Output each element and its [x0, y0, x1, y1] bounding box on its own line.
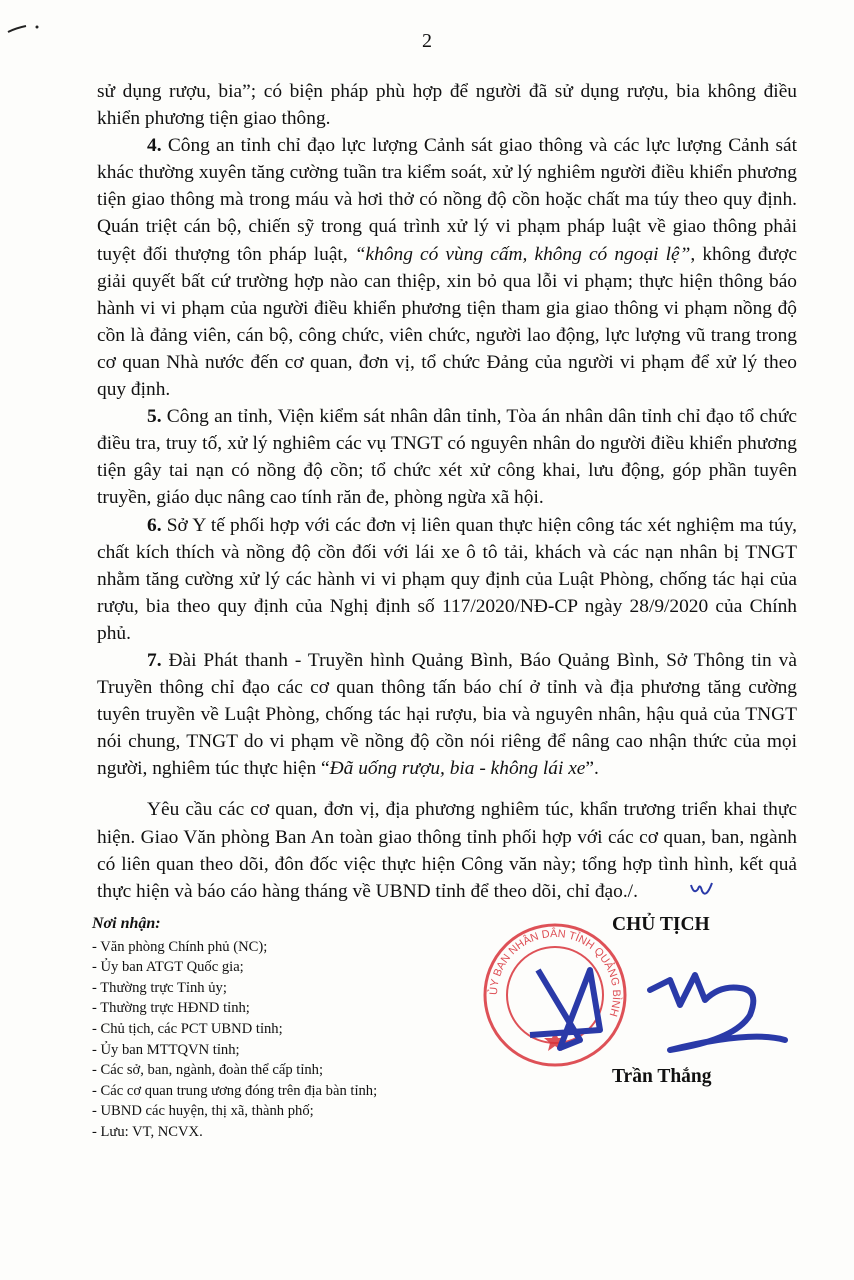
recipient-item: - UBND các huyện, thị xã, thành phố;: [92, 1103, 314, 1120]
recipient-item: - Ủy ban ATGT Quốc gia;: [92, 959, 244, 976]
paragraph-7-text-a: Đài Phát thanh - Truyền hình Quảng Bình, Báo Quảng Bình, Sở Thông tin và Truyền thông chỉ đạo các cơ quan thông tấn báo chí ở tỉnh và địa phương tăng cường tuyên truyền về Luật Phòng, chống tác hại rượu, bia và nguyên nhân, hậu quả của TNGT nói chung, TNGT do vi phạm về nồng độ cồn nói riêng để nâng cao nhận thức của mọi người, nghiêm túc thực hiện “: [97, 649, 797, 780]
paragraph-6: [97, 512, 797, 647]
recipient-item: - Các cơ quan trung ương đóng trên địa bàn tỉnh;: [92, 1082, 378, 1099]
paragraph-6-text: Sở Y tế phối hợp với các đơn vị liên quan thực hiện công tác xét nghiệm ma túy, chất kích thích và nồng độ cồn đối với lái xe ô tô tải, khách và các nạn nhân bị TNGT nhằm tăng cường xử lý các hành vi vi phạm quy định của Luật Phòng, chống tác hại của rượu, bia theo quy định của Nghị định số 117/2020/NĐ-CP ngày 28/9/2020 của Chính phủ.: [97, 514, 797, 644]
recipient-item: - Thường trực Tỉnh ủy;: [92, 979, 227, 996]
document-body: [97, 78, 797, 905]
recipient-item: - Chủ tịch, các PCT UBND tỉnh;: [92, 1020, 283, 1037]
signatory-name: Trần Thắng: [612, 1066, 712, 1087]
paragraph-7-number: 7.: [147, 649, 162, 671]
recipients-list: [92, 937, 512, 1143]
paragraph-7-text-b: ”.: [585, 758, 599, 780]
paragraph-5-text: Công an tỉnh, Viện kiểm sát nhân dân tỉnh, Tòa án nhân dân tỉnh chỉ đạo tổ chức điều tra, truy tố, xử lý nghiêm các vụ TNGT có nguyên nhân do người điều khiển phương tiện gây tai nạn có nồng độ cồn; tổ chức xét xử công khai, lưu động, góp phần tuyên truyền, giáo dục nâng cao tính răn đe, phòng ngừa xã hội.: [97, 406, 797, 509]
closing-text: Yêu cầu các cơ quan, đơn vị, địa phương nghiêm túc, khẩn trương triển khai thực hiện. Giao Văn phòng Ban An toàn giao thông tỉnh phối hợp với các cơ quan, ban, ngành có liên quan theo dõi, đôn đốc việc thực hiện Công văn này; tổng hợp tình hình, kết quả thực hiện và báo cáo hàng tháng về UBND tỉnh để theo dõi, chỉ đạo./.: [97, 799, 797, 902]
paragraph-7: [97, 647, 797, 782]
recipient-item: - Các sở, ban, ngành, đoàn thể cấp tỉnh;: [92, 1062, 324, 1079]
paragraph-5: [97, 403, 797, 511]
page-number: 2: [422, 30, 432, 52]
initial-mark-icon: [638, 879, 668, 901]
paragraph-4: [97, 132, 797, 403]
recipient-item: - Ủy ban MTTQVN tỉnh;: [92, 1041, 240, 1058]
paragraph-6-number: 6.: [147, 514, 162, 536]
handwritten-signature-icon: [520, 930, 790, 1060]
intro-paragraph: [97, 78, 797, 132]
seal-text: ỦY BAN NHÂN DÂN TỈNH QUẢNG BÌNH: [487, 927, 623, 1018]
recipients-block: [92, 914, 512, 1143]
paragraph-4-text-a: Công an tỉnh chỉ đạo lực lượng Cảnh sát giao thông và các lực lượng Cảnh sát khác thường xuyên tăng cường tuần tra kiểm soát, xử lý nghiêm người điều khiển phương tiện giao thông mà trong máu và hơi thở có nồng độ cồn hoặc chất ma túy theo quy định. Quán triệt cán bộ, chiến sỹ trong quá trình xử lý vi phạm pháp luật về giao thông phải tuyệt đối thượng tôn pháp luật,: [97, 135, 797, 265]
closing-paragraph: [97, 796, 797, 904]
paragraph-5-number: 5.: [147, 406, 162, 428]
signatory-title: CHỦ TỊCH: [612, 914, 710, 935]
recipient-item: - Thường trực HĐND tỉnh;: [92, 1000, 250, 1017]
signature-block: [480, 900, 780, 1100]
recipient-item: - Lưu: VT, NCVX.: [92, 1123, 203, 1140]
intro-text: sử dụng rượu, bia”; có biện pháp phù hợp để người đã sử dụng rượu, bia không điều khiển phương tiện giao thông.: [97, 81, 797, 130]
paragraph-4-quote: “không có vùng cấm, không có ngoại lệ”: [354, 243, 691, 265]
paragraph-4-text-b: , không được giải quyết bất cứ trường hợp nào can thiệp, xin bỏ qua lỗi vi phạm; thực hiện thông báo hành vi vi phạm của người điều khiển phương tiện tham gia giao thông vi phạm nồng độ cồn là đảng viên, cán bộ, công chức, viên chức, người lao động, lực lượng vũ trang trong cơ quan Nhà nước đến cơ quan, đơn vị, tổ chức Đảng của người vi phạm để xử lý theo quy định.: [97, 243, 797, 401]
paragraph-4-number: 4.: [147, 135, 162, 157]
recipient-item: - Văn phòng Chính phủ (NC);: [92, 938, 268, 955]
recipients-heading: Nơi nhận:: [92, 915, 161, 932]
paragraph-7-quote: Đã uống rượu, bia - không lái xe: [329, 758, 586, 780]
